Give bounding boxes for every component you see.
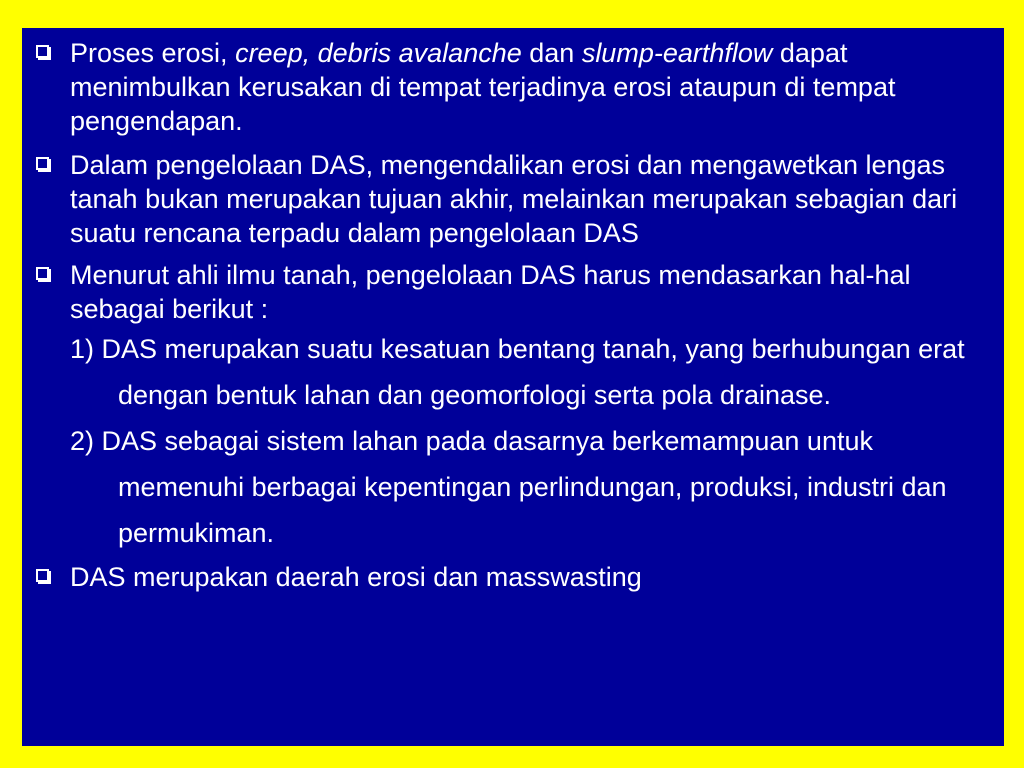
bullet-item-2 — [32, 148, 994, 250]
sub-item-1: 1) DAS merupakan suatu kesatuan bentang tanah, yang berhubungan erat dengan bentuk lahan dan geomorfologi serta pola drainase. — [70, 334, 965, 410]
bullet-item-3 — [32, 258, 994, 326]
bullet-1-text-italic-a: creep, debris avalanche — [235, 38, 522, 68]
bullet-1-text-b: dan — [521, 38, 582, 68]
bullet-item-4 — [32, 560, 994, 594]
checkbox-bullet-icon — [36, 157, 49, 170]
bullet-1-text-italic-b: slump-earthflow — [581, 38, 773, 68]
checkbox-bullet-icon — [36, 267, 49, 280]
bullet-3-text: Menurut ahli ilmu tanah, pengelolaan DAS harus mendasarkan hal-hal sebagai berikut : — [70, 260, 911, 324]
bullet-2-text: Dalam pengelolaan DAS, mengendalikan erosi dan mengawetkan lengas tanah bukan merupakan tujuan akhir, melainkan merupakan sebagian dari suatu rencana terpadu dalam pengelolaan DAS — [70, 150, 958, 248]
bullet-item-1 — [32, 36, 994, 138]
sub-item-2: 2) DAS sebagai sistem lahan pada dasarnya berkemampuan untuk memenuhi berbagai kepentingan perlindungan, produksi, industri dan permukiman. — [70, 426, 947, 548]
bullet-1-text-a: Proses erosi, — [70, 38, 236, 68]
bullet-1-text-c: dapat menimbulkan kerusakan di tempat terjadinya erosi ataupun di tempat pengendapan. — [70, 38, 896, 136]
checkbox-bullet-icon — [36, 45, 49, 58]
checkbox-bullet-icon — [36, 569, 49, 582]
slide-content-panel — [22, 28, 1004, 746]
bullet-4-text: DAS merupakan daerah erosi dan masswasting — [70, 562, 642, 592]
